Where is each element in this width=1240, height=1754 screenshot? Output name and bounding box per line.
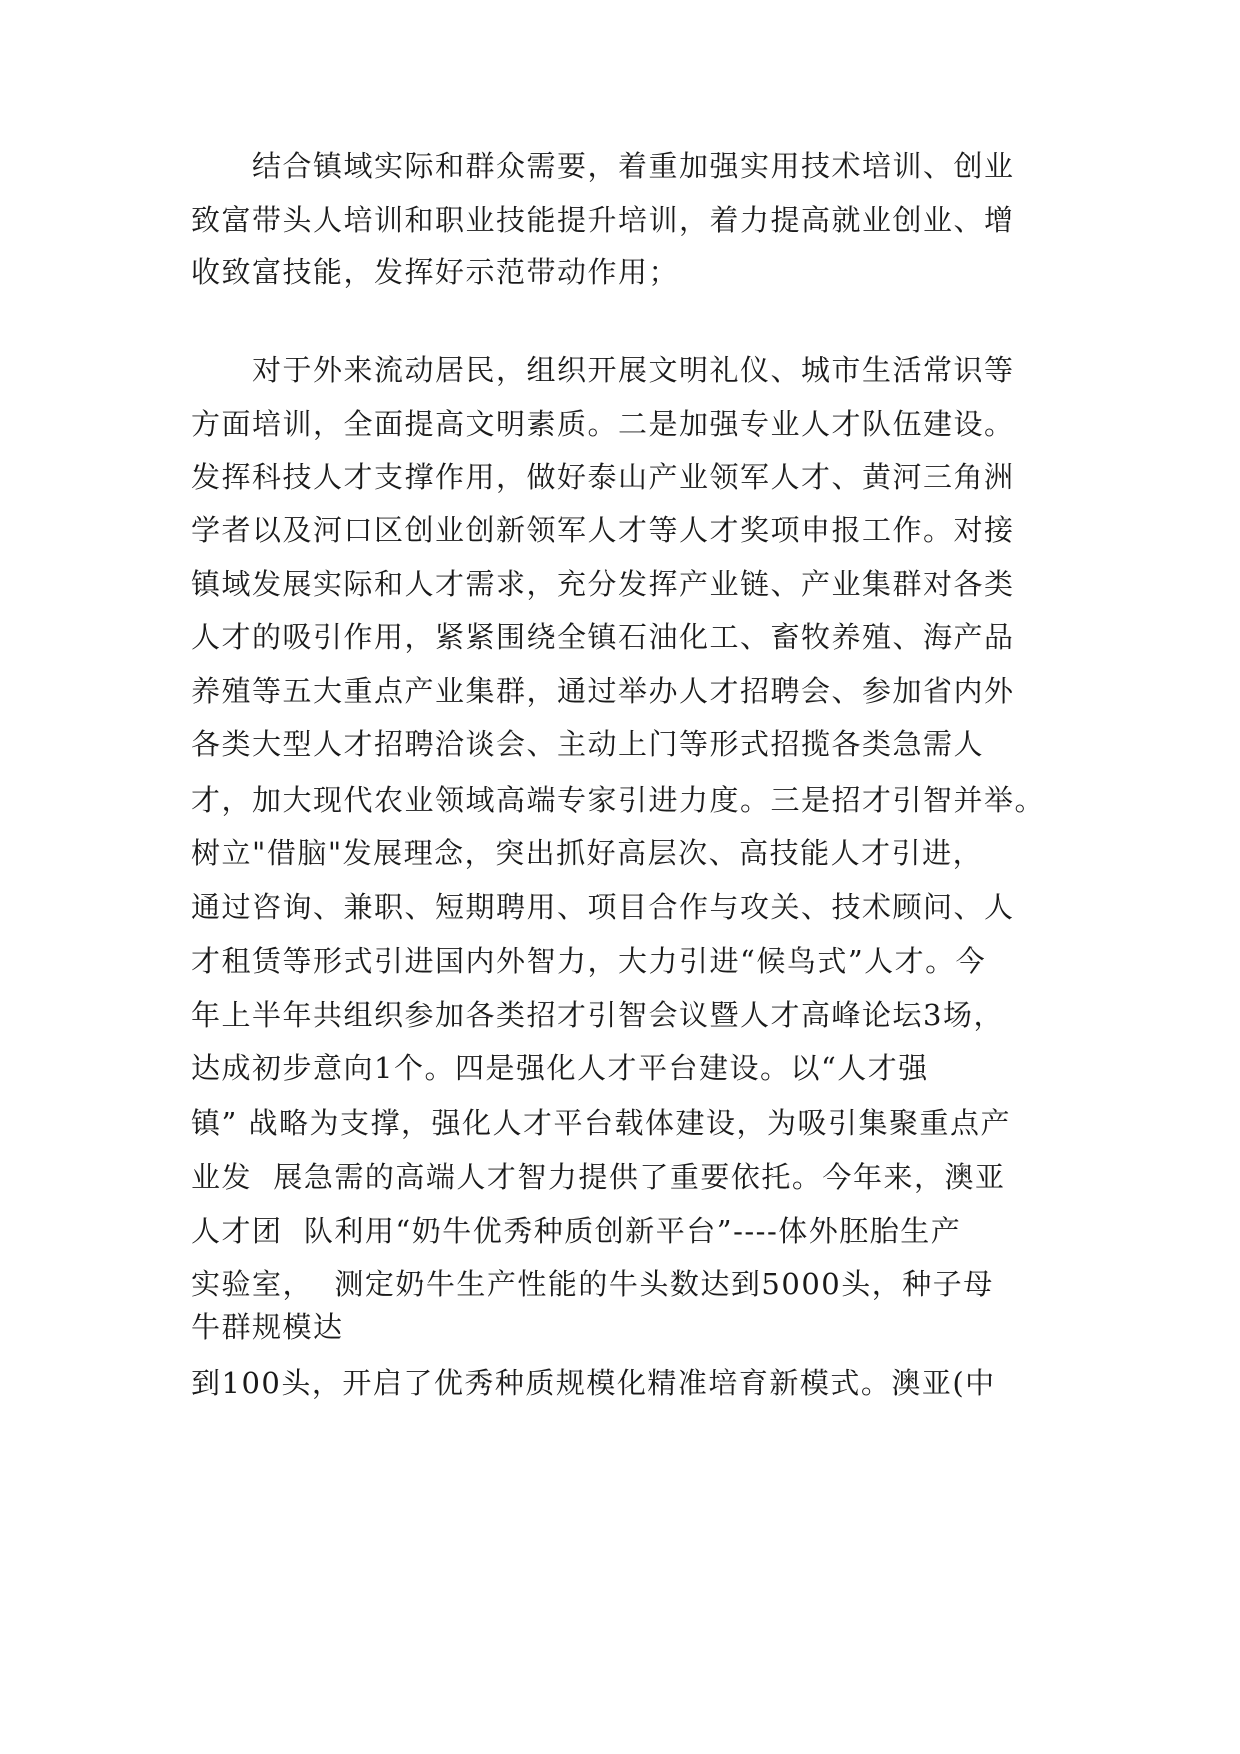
paragraph-line: 发挥科技人才支撑作用，做好泰山产业领军人才、黄河三角洲 [191, 460, 1015, 494]
paragraph-line: 人才的吸引作用，紧紧围绕全镇石油化工、畜牧养殖、海产品 [191, 620, 1015, 654]
paragraph-line: 树立"借脑"发展理念，突出抓好高层次、高技能人才引进， [191, 836, 984, 870]
paragraph-line: 年上半年共组织参加各类招才引智会议暨人才高峰论坛3场， [191, 998, 1004, 1032]
paragraph-line: 养殖等五大重点产业集群，通过举办人才招聘会、参加省内外 [191, 674, 1015, 708]
paragraph-line: 各类大型人才招聘洽谈会、主动上门等形式招揽各类急需人 [191, 727, 985, 761]
paragraph-line: 才租赁等形式引进国内外智力，大力引进“候鸟式”人才。今 [191, 944, 987, 978]
paragraph-line: 方面培训，全面提高文明素质。二是加强专业人才队伍建设。 [191, 407, 1015, 441]
paragraph-line: 才，加大现代农业领域高端专家引进力度。三是招才引智并举。 [191, 783, 1046, 817]
paragraph-line: 到100头，开启了优秀种质规模化精准培育新模式。澳亚(中 [191, 1366, 996, 1400]
paragraph-line: 镇” 战略为支撑，强化人才平台载体建设，为吸引集聚重点产 [191, 1106, 1012, 1140]
paragraph-line: 达成初步意向1个。四是强化人才平台建设。以“人才强 [191, 1051, 929, 1085]
paragraph-line: 人才团 队利用“奶牛优秀种质创新平台”----体外胚胎生产 [191, 1214, 962, 1248]
paragraph-line: 实验室， 测定奶牛生产性能的牛头数达到5000头，种子母 [191, 1267, 994, 1301]
paragraph-line: 镇域发展实际和人才需求，充分发挥产业链、产业集群对各类 [191, 567, 1015, 601]
paragraph-line: 通过咨询、兼职、短期聘用、项目合作与攻关、技术顾问、人 [191, 890, 1015, 924]
paragraph-line: 业发 展急需的高端人才智力提供了重要依托。今年来，澳亚 [191, 1160, 1006, 1194]
paragraph-line: 结合镇域实际和群众需要，着重加强实用技术培训、创业 [191, 149, 1015, 183]
paragraph-line: 对于外来流动居民，组织开展文明礼仪、城市生活常识等 [191, 353, 1015, 387]
paragraph-line: 收致富技能，发挥好示范带动作用； [191, 255, 680, 289]
paragraph-line: 学者以及河口区创业创新领军人才等人才奖项申报工作。对接 [191, 513, 1015, 547]
paragraph-line: 致富带头人培训和职业技能提升培训，着力提高就业创业、增 [191, 203, 1015, 237]
paragraph-line: 牛群规模达 [191, 1310, 344, 1344]
